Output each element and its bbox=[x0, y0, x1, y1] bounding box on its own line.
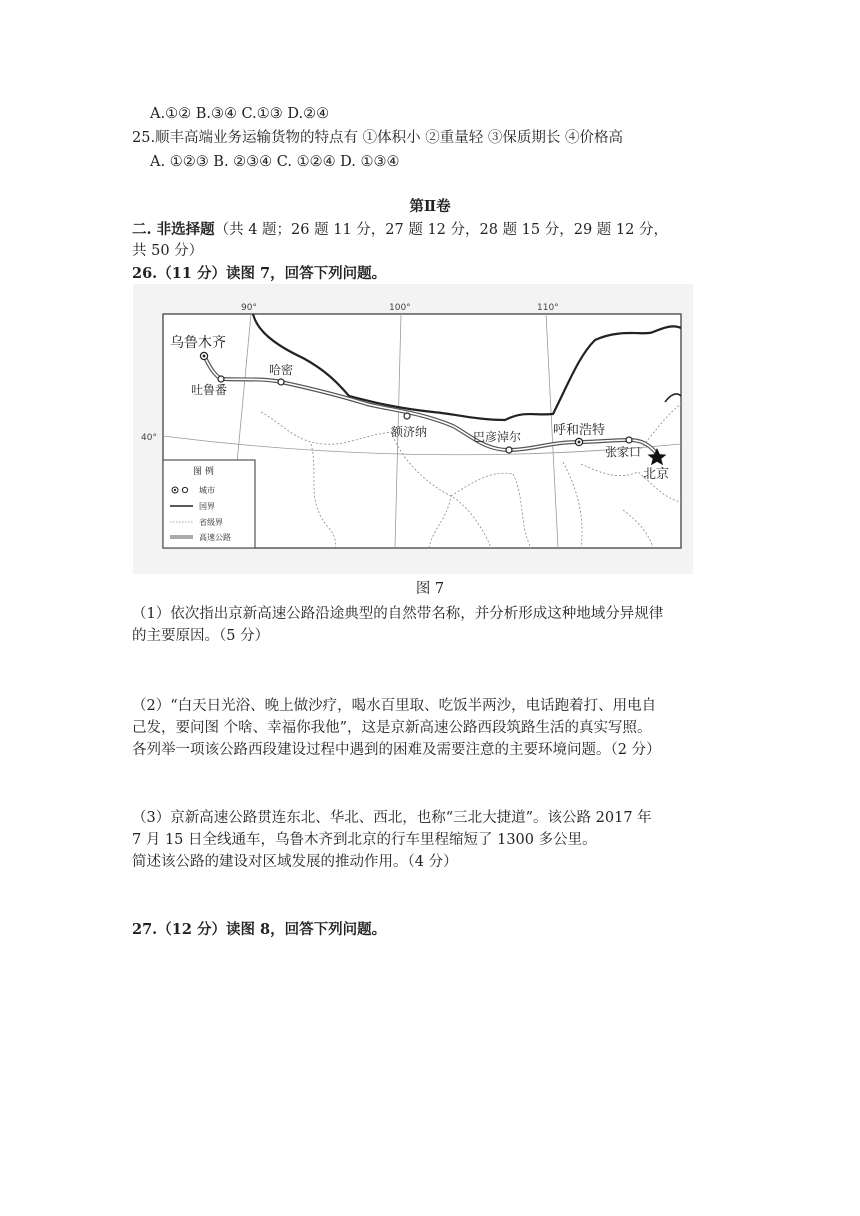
section-description-text: （共 4 题；26 题 11 分，27 题 12 分，28 题 15 分，29 题 12 分， bbox=[214, 222, 668, 238]
q26-3-line-1: （3）京新高速公路贯连东北、华北、西北，也称“三北大捷道”。该公路 2017 年 bbox=[132, 810, 652, 826]
lon-label-100: 100° bbox=[389, 303, 411, 313]
legend-city-label: 城市 bbox=[199, 486, 215, 495]
q26-3-line-3: 简述该公路的建设对区域发展的推动作用。（4 分） bbox=[132, 854, 458, 870]
legend-title: 图 例 bbox=[193, 467, 214, 477]
city-label-hohhot: 呼和浩特 bbox=[553, 423, 606, 438]
section-description-line-1 bbox=[132, 220, 668, 240]
legend-provincial-label: 省级界 bbox=[199, 518, 223, 527]
q26-3-line-2: 7 月 15 日全线通车，乌鲁木齐到北京的行车里程缩短了 1300 多公里。 bbox=[132, 832, 597, 848]
city-label-beijing: 北京 bbox=[643, 467, 670, 482]
legend-border-label: 国界 bbox=[199, 502, 215, 511]
q25-stem: 25.顺丰高端业务运输货物的特点有 ①体积小 ②重量轻 ③保质期长 ④价格高 bbox=[132, 130, 623, 146]
map-svg bbox=[133, 284, 693, 574]
figure-7-map bbox=[133, 284, 693, 574]
city-label-ejina: 额济纳 bbox=[391, 425, 428, 439]
city-label-bayannur: 巴彦淖尔 bbox=[473, 430, 522, 444]
city-label-zhangjiakou: 张家口 bbox=[605, 445, 642, 459]
section-heading: 二. 非选择题 bbox=[132, 221, 215, 238]
section-description-line-2: 共 50 分） bbox=[132, 243, 204, 259]
q26-2-line-2: 己发，要问图 个啥、幸福你我他”，这是京新高速公路西段筑路生活的真实写照。 bbox=[132, 720, 652, 736]
q24-options: A.①② B.③④ C.①③ D.②④ bbox=[150, 106, 330, 122]
q26-2-line-3: 各列举一项该公路西段建设过程中遇到的困难及需要注意的主要环境问题。（2 分） bbox=[132, 742, 661, 758]
legend-highway-label: 高速公路 bbox=[199, 533, 231, 542]
city-label-urumqi: 乌鲁木齐 bbox=[170, 335, 226, 351]
q26-2-line-1: （2）“白天日光浴、晚上做沙疗，喝水百里取、吃饭半两沙，电话跑着打、用电自 bbox=[132, 698, 657, 714]
map-legend bbox=[163, 460, 255, 548]
q26-1-line-2: 的主要原因。（5 分） bbox=[132, 628, 270, 644]
q27-title: 27.（12 分）读图 8，回答下列问题。 bbox=[132, 921, 387, 938]
q25-options: A. ①②③ B. ②③④ C. ①②④ D. ①③④ bbox=[150, 154, 400, 170]
section-title: 第Ⅱ卷 bbox=[409, 198, 451, 215]
city-label-turpan: 吐鲁番 bbox=[191, 383, 228, 397]
q26-title: 26.（11 分）读图 7，回答下列问题。 bbox=[132, 265, 387, 282]
city-label-hami: 哈密 bbox=[269, 363, 294, 377]
figure-caption: 图 7 bbox=[415, 581, 445, 597]
lon-label-110: 110° bbox=[537, 303, 559, 313]
lon-label-90: 90° bbox=[241, 303, 257, 313]
legend-city-icon bbox=[182, 487, 187, 492]
q26-1-line-1: （1）依次指出京新高速公路沿途典型的自然带名称，并分析形成这种地域分异规律 bbox=[132, 606, 664, 622]
lat-label-40: 40° bbox=[141, 433, 157, 443]
